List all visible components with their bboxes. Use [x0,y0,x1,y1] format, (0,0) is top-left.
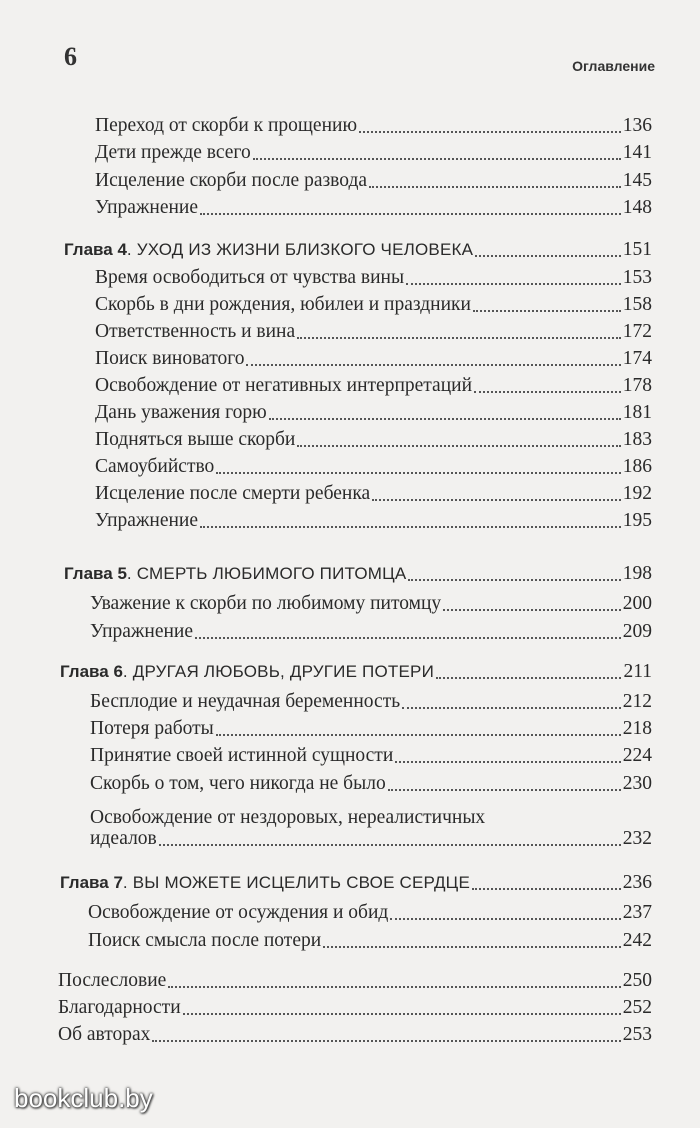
toc-entry [95,195,652,221]
toc-entry [95,508,652,534]
dot-leader [443,609,621,611]
toc-entry-page: 236 [622,872,652,893]
chapter-title: . УХОД ИЗ ЖИЗНИ БЛИЗКОГО ЧЕЛОВЕКА [126,240,474,259]
toc-entry [95,427,652,453]
toc-entry-title: Об авторах [58,1024,151,1045]
toc-entry-page: 198 [622,563,652,584]
toc-entry-title: Самоубийство [95,456,215,477]
toc-entry-page: 172 [622,321,652,342]
dot-leader [372,499,621,501]
toc-entry-page: 141 [622,142,652,163]
toc-entry [95,168,652,194]
chapter-title: . ДРУГАЯ ЛЮБОВЬ, ДРУГИЕ ПОТЕРИ [122,662,434,681]
dot-leader [390,918,620,920]
toc-entry-page: 211 [623,661,652,682]
dot-leader [297,445,620,447]
toc-entry-page: 218 [622,718,652,739]
dot-leader [246,364,620,366]
chapter-label: Глава 7 [60,873,123,892]
toc-entry-title: Дети прежде всего [95,142,251,163]
toc-entry [95,454,652,480]
toc-entry [95,373,652,399]
dot-leader [406,283,621,285]
toc-entry-page: 145 [622,170,652,191]
chapter-title: . ВЫ МОЖЕТЕ ИСЦЕЛИТЬ СВОЕ СЕРДЦЕ [122,873,470,892]
dot-leader [369,186,621,188]
toc-entry-title: Ответственность и вина [95,321,296,342]
toc-entry-page: 224 [622,745,652,766]
toc-entry-page: 252 [622,997,652,1018]
toc-entry [88,900,652,926]
dot-leader [323,946,621,948]
toc-entry-title: Упражнение [95,510,199,531]
dot-leader [297,337,621,339]
page-number: 6 [64,42,77,71]
toc-entry [58,968,652,994]
toc-entry [95,319,652,345]
toc-entry-title: Уважение к скорби по любимому питомцу [90,593,442,614]
toc-entry-page: 158 [622,294,652,315]
toc-entry [90,619,652,645]
chapter-label: Глава 6 [60,662,123,681]
toc-entry-title: Переход от скорби к прощению [95,115,358,136]
dot-leader [395,761,620,763]
toc-entry-page: 250 [622,970,652,991]
toc-entry-page: 209 [622,621,652,642]
toc-entry-page: 230 [622,773,652,794]
toc-entry-title: Послесловие [58,970,167,991]
toc-entry [95,481,652,507]
dot-leader [152,1040,620,1042]
toc-chapter-6 [60,659,652,685]
toc-entry-title: Потеря работы [90,718,214,739]
toc-entry-page: 237 [622,902,652,923]
toc-entry [90,743,652,769]
toc-entry-title: Дань уважения горю [95,402,267,423]
toc-entry-page: 242 [622,930,652,951]
toc-entry-title: Поиск смысла после потери [88,930,322,951]
toc-entry-title: Благодарности [58,997,181,1018]
toc-entry-page: 148 [622,197,652,218]
toc-chapter-4 [64,237,652,263]
dot-leader [200,213,621,215]
toc-entry [58,1022,652,1048]
toc-entry [90,716,652,742]
dot-leader [402,707,621,709]
toc-entry [95,140,652,166]
chapter-label: Глава 4 [64,240,127,259]
toc-entry-page: 232 [622,828,652,849]
toc-entry-title: Упражнение [95,197,199,218]
toc-entry-title: Скорбь в дни рождения, юбилеи и праздники [95,294,471,315]
toc-entry [90,689,652,715]
toc-entry-page: 212 [622,691,652,712]
dot-leader [473,310,621,312]
toc-entry-title: Исцеление скорби после развода [95,170,368,191]
dot-leader [474,391,621,393]
dot-leader [436,677,621,679]
toc-entry-title: Подняться выше скорби [95,429,296,450]
toc-entry-title: Освобождение от негативных интерпретаций [95,375,473,396]
dot-leader [159,844,621,846]
toc-chapter-5 [64,561,652,587]
watermark: bookclub.by [14,1083,153,1113]
toc-entry-title: Исцеление после смерти ребенка [95,483,371,504]
toc-entry [95,400,652,426]
dot-leader [388,789,621,791]
toc-entry-title: Упражнение [90,621,194,642]
toc-chapter-7 [60,870,652,896]
toc-entry-page: 195 [622,510,652,531]
dot-leader [253,158,621,160]
toc-entry-page: 174 [622,348,652,369]
toc-entry-title-line1: Освобождение от нездоровых, нереалистичных [90,807,486,828]
toc-entry-title-line2: идеалов [90,828,157,849]
toc-entry-page: 192 [622,483,652,504]
dot-leader [472,888,621,890]
dot-leader [359,131,621,133]
toc-entry [95,265,652,291]
toc-entry-title: Поиск виноватого [95,348,245,369]
toc-entry-page: 200 [622,593,652,614]
toc-entry-page: 178 [622,375,652,396]
toc-entry-title: Принятие своей истинной сущности [90,745,394,766]
dot-leader [216,472,620,474]
toc-entry-page: 151 [622,239,652,260]
toc-entry [95,346,652,372]
dot-leader [216,734,621,736]
toc-entry-page: 181 [622,402,652,423]
toc-entry [90,591,652,617]
toc-entry [90,826,652,852]
toc-entry-title: Время освободиться от чувства вины [95,267,405,288]
chapter-label: Глава 5 [64,564,127,583]
toc-entry [95,292,652,318]
running-head: Оглавление [572,58,655,74]
toc-entry-title: Бесплодие и неудачная беременность [90,691,401,712]
toc-entry [58,995,652,1021]
dot-leader [269,418,621,420]
toc-entry-title: Освобождение от осуждения и обид [88,902,389,923]
chapter-title: . СМЕРТЬ ЛЮБИМОГО ПИТОМЦА [126,564,407,583]
dot-leader [183,1013,621,1015]
toc-entry-page: 153 [622,267,652,288]
dot-leader [168,986,620,988]
toc-entry [95,113,652,139]
toc-entry-title: Скорбь о том, чего никогда не было [90,773,386,794]
dot-leader [475,255,621,257]
toc-entry-page: 186 [622,456,652,477]
toc-entry-page: 136 [622,115,652,136]
dot-leader [408,579,620,581]
toc-entry [90,771,652,797]
toc-entry-page: 253 [622,1024,652,1045]
toc-entry [88,928,652,954]
dot-leader [200,526,621,528]
toc-entry-page: 183 [622,429,652,450]
dot-leader [195,637,621,639]
